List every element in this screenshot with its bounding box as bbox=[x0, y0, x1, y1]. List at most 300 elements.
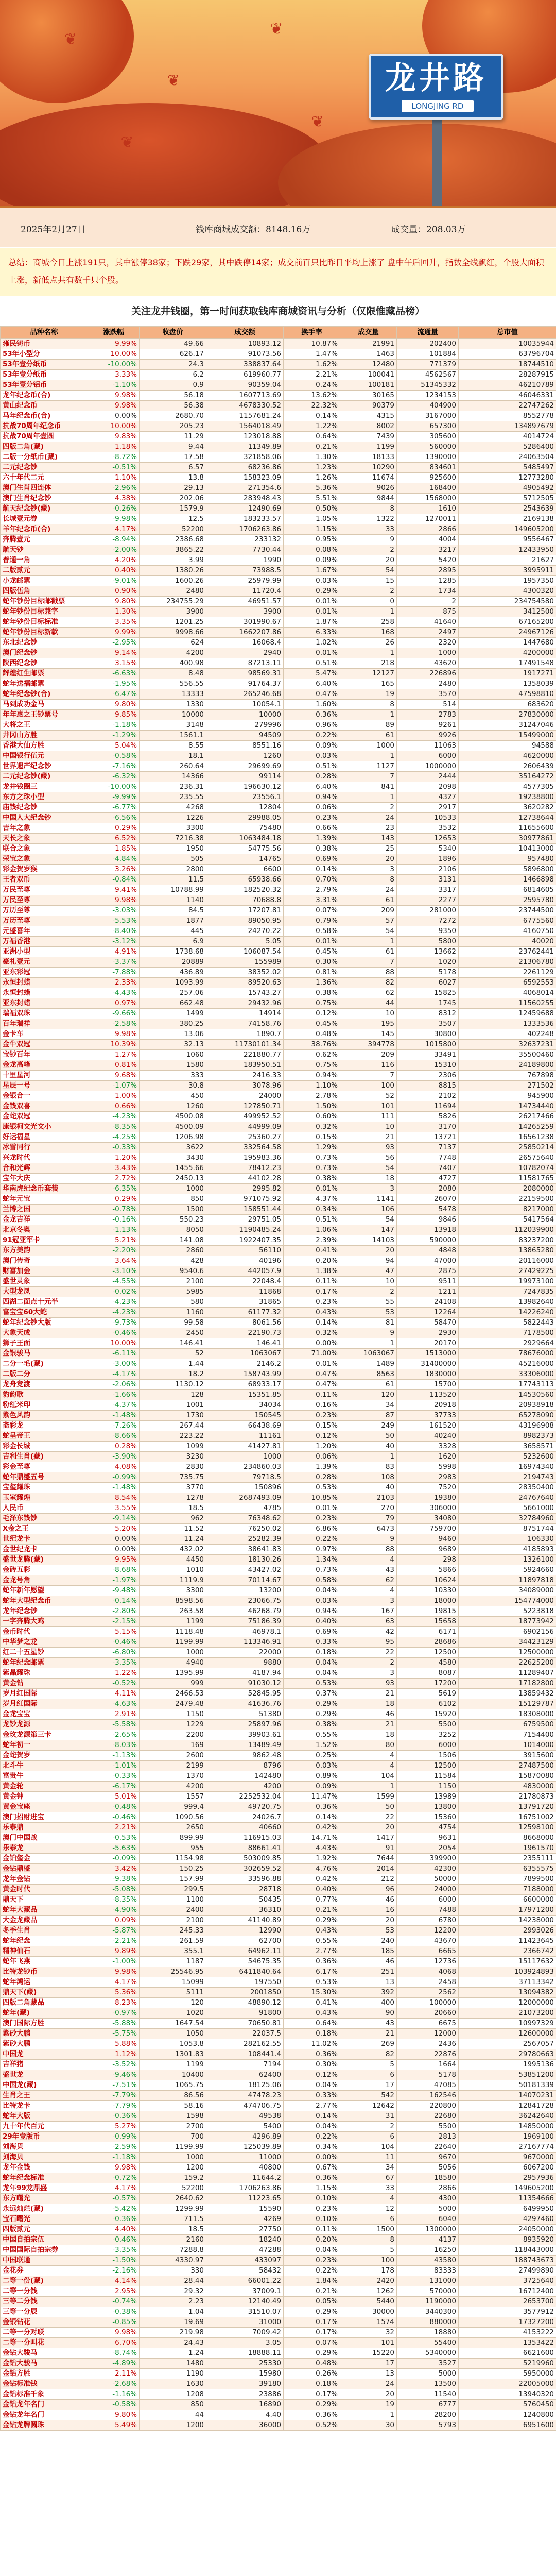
table-cell: 1.52% bbox=[284, 1740, 340, 1751]
table-cell: 1.34% bbox=[284, 1555, 340, 1565]
table-cell: 4562567 bbox=[397, 370, 459, 380]
table-cell: 康银柯文光文小 bbox=[1, 1122, 88, 1132]
table-cell: 38352.02 bbox=[206, 968, 284, 978]
table-cell: 0.10% bbox=[284, 2214, 340, 2225]
table-cell: 162546 bbox=[397, 2091, 459, 2101]
table-cell: 1706263.86 bbox=[206, 2183, 284, 2194]
table-cell: 100041 bbox=[340, 370, 397, 380]
table-cell: 12140.49 bbox=[206, 2297, 284, 2307]
table-cell: 0.00% bbox=[88, 411, 140, 421]
table-cell: -5.58% bbox=[88, 1720, 140, 1730]
table-row bbox=[1, 1390, 556, 1400]
table-cell: 1599 bbox=[340, 1792, 397, 1802]
table-cell: -9.01% bbox=[88, 576, 140, 586]
table-cell: 5440 bbox=[340, 2297, 397, 2307]
table-cell: 19.69 bbox=[140, 2317, 206, 2328]
table-cell: 2416.33 bbox=[206, 1071, 284, 1081]
table-row bbox=[1, 1194, 556, 1205]
table-row bbox=[1, 2420, 556, 2431]
table-cell: 0.00% bbox=[88, 1545, 140, 1555]
table-cell: 31000 bbox=[206, 2317, 284, 2328]
table-cell: -4.25% bbox=[88, 1132, 140, 1143]
table-cell: 华南虎纪念币套装 bbox=[1, 1184, 88, 1194]
table-cell: 6 bbox=[340, 2070, 397, 2080]
table-cell: 12804 bbox=[206, 803, 284, 813]
table-cell: 0.14% bbox=[284, 1318, 340, 1328]
table-cell: 1 bbox=[340, 2410, 397, 2420]
table-cell: 22037.5 bbox=[206, 2029, 284, 2039]
table-cell: 二版二分 bbox=[1, 1369, 88, 1380]
table-cell: 20116000 bbox=[459, 1256, 556, 1266]
table-cell: 15920 bbox=[397, 1709, 459, 1720]
table-cell: 12490.69 bbox=[206, 504, 284, 514]
table-cell: 4200 bbox=[140, 1782, 206, 1792]
table-row bbox=[1, 1060, 556, 1071]
table-cell: 5924660 bbox=[459, 1565, 556, 1575]
table-cell: 8 bbox=[340, 504, 397, 514]
table-cell: 33 bbox=[340, 2183, 397, 2194]
table-cell: 5178 bbox=[397, 968, 459, 978]
table-cell: 15700 bbox=[397, 1380, 459, 1390]
table-cell: 9846 bbox=[397, 1215, 459, 1225]
table-cell: 2995.82 bbox=[206, 1184, 284, 1194]
table-row bbox=[1, 566, 556, 576]
table-cell: 1 bbox=[340, 792, 397, 803]
table-row bbox=[1, 792, 556, 803]
table-cell: 四版伍角 bbox=[1, 586, 88, 597]
table-cell: 宝石曙光 bbox=[1, 2214, 88, 2225]
table-cell: 9689 bbox=[397, 1545, 459, 1555]
table-cell: 金币时代 bbox=[1, 1627, 88, 1637]
table-cell: 岁月红国际 bbox=[1, 1689, 88, 1699]
table-cell: 18.5 bbox=[140, 2225, 206, 2235]
table-row bbox=[1, 782, 556, 792]
table-cell: 168400 bbox=[397, 483, 459, 494]
table-cell: 249 bbox=[340, 1421, 397, 1431]
table-cell: 94 bbox=[340, 1256, 397, 1266]
table-cell: 紫砂大鹏 bbox=[1, 2039, 88, 2049]
table-cell: 11897818 bbox=[459, 1575, 556, 1586]
table-cell: 4754 bbox=[397, 1823, 459, 1833]
table-cell: 26575640 bbox=[459, 1153, 556, 1163]
table-cell: 2480 bbox=[140, 586, 206, 597]
table-cell: 1706263.86 bbox=[206, 524, 284, 535]
table-cell: 0.96% bbox=[284, 720, 340, 731]
table-cell: 6.17% bbox=[284, 1967, 340, 1977]
table-cell: -2.58% bbox=[88, 1019, 140, 1029]
table-cell: 6.86% bbox=[284, 1524, 340, 1534]
table-cell: 13333 bbox=[140, 689, 206, 700]
table-cell: 蛇年钞份目标兼字 bbox=[1, 607, 88, 617]
table-cell: 125039.89 bbox=[206, 2142, 284, 2153]
table-cell: 18 bbox=[340, 1730, 397, 1740]
table-cell: -8.35% bbox=[88, 1895, 140, 1905]
table-cell: 42 bbox=[340, 1627, 397, 1637]
table-cell: 850 bbox=[140, 2400, 206, 2410]
table-cell: 4580 bbox=[397, 1658, 459, 1668]
table-cell: 黄金宝座 bbox=[1, 1802, 88, 1812]
table-cell: 47085 bbox=[397, 2080, 459, 2091]
table-cell: 1380.26 bbox=[140, 566, 206, 576]
table-cell: -9.73% bbox=[88, 1318, 140, 1328]
table-cell: 269 bbox=[340, 2039, 397, 2049]
table-cell: 68933.17 bbox=[206, 1380, 284, 1390]
table-cell: 149605200 bbox=[459, 524, 556, 535]
table-cell: 3770 bbox=[140, 1483, 206, 1493]
table-cell: 冰雪同行 bbox=[1, 1143, 88, 1153]
table-cell: 1 bbox=[340, 1452, 397, 1462]
table-cell: 5 bbox=[340, 2245, 397, 2256]
table-cell: 0.55% bbox=[284, 1730, 340, 1740]
table-cell: 1260 bbox=[206, 751, 284, 761]
table-cell: 西湖二面点十元半 bbox=[1, 1297, 88, 1308]
table-cell: 2.77% bbox=[284, 2101, 340, 2111]
table-cell: -8.66% bbox=[88, 1431, 140, 1442]
table-cell: 0.95% bbox=[284, 535, 340, 545]
table-cell: 6600 bbox=[206, 865, 284, 875]
table-cell: 金砖五彩 bbox=[1, 1565, 88, 1575]
table-cell: 11.52 bbox=[140, 1524, 206, 1534]
table-cell: 9.14% bbox=[88, 648, 140, 658]
table-cell: 1830000 bbox=[397, 1369, 459, 1380]
table-cell: 盛世龙 bbox=[1, 2070, 88, 2080]
table-cell: 蛇年(藏) bbox=[1, 2008, 88, 2019]
table-cell: 2917 bbox=[397, 803, 459, 813]
table-cell: 34080 bbox=[397, 1514, 459, 1524]
table-cell: 394778 bbox=[340, 1040, 397, 1050]
table-cell: 22876 bbox=[397, 2049, 459, 2060]
table-cell: 6.33% bbox=[284, 628, 340, 638]
table-cell: 4014724 bbox=[459, 432, 556, 442]
table-cell: 0.07% bbox=[284, 906, 340, 916]
table-cell: 54 bbox=[340, 566, 397, 576]
table-cell: 15.30% bbox=[284, 1988, 340, 1998]
table-row bbox=[1, 2122, 556, 2132]
maple-leaf-icon: ❦ bbox=[270, 20, 283, 38]
table-cell: 87213.11 bbox=[206, 658, 284, 669]
table-cell: 10400 bbox=[140, 2070, 206, 2080]
table-cell: 2 bbox=[340, 2122, 397, 2132]
table-cell: 二等一分对联 bbox=[1, 2328, 88, 2338]
street-sign-name: 龙井路 bbox=[385, 60, 487, 96]
table-cell: 34423129 bbox=[459, 1637, 556, 1648]
table-cell: 二等一份(藏) bbox=[1, 2276, 88, 2286]
table-cell: 185 bbox=[340, 1946, 397, 1957]
table-cell: 209 bbox=[340, 1050, 397, 1060]
table-cell: 15129787 bbox=[459, 1699, 556, 1709]
table-cell: 1201.25 bbox=[140, 617, 206, 628]
table-cell: 218 bbox=[340, 658, 397, 669]
table-row bbox=[1, 452, 556, 463]
table-cell: 4153222 bbox=[459, 2328, 556, 2338]
table-cell: -9.14% bbox=[88, 1514, 140, 1524]
table-cell: 0.03% bbox=[284, 1596, 340, 1606]
table-cell: 2450 bbox=[140, 1328, 206, 1338]
table-cell: 蛇年纪念钞大版 bbox=[1, 1318, 88, 1328]
table-cell: 4.20% bbox=[88, 555, 140, 566]
table-cell: 21073200 bbox=[459, 2008, 556, 2019]
table-cell: 9998.66 bbox=[140, 628, 206, 638]
table-cell: 957480 bbox=[459, 854, 556, 865]
table-cell: 108441.4 bbox=[206, 2049, 284, 2060]
table-row bbox=[1, 1668, 556, 1679]
table-cell: 445 bbox=[140, 926, 206, 937]
table-cell: 6621600 bbox=[459, 2348, 556, 2359]
table-cell: 3.55% bbox=[88, 1503, 140, 1514]
table-cell: 13662 bbox=[397, 947, 459, 957]
table-cell: 1.60% bbox=[284, 700, 340, 710]
table-cell: 23556.1 bbox=[206, 792, 284, 803]
table-cell: 50181339 bbox=[459, 2080, 556, 2091]
table-cell: 2458 bbox=[397, 1977, 459, 1988]
table-cell: 0.33% bbox=[284, 1637, 340, 1648]
table-cell: 18580 bbox=[397, 2173, 459, 2183]
table-row bbox=[1, 2266, 556, 2276]
table-cell: 46268.79 bbox=[206, 1606, 284, 1617]
table-cell: 150.25 bbox=[140, 1864, 206, 1874]
table-cell: 0.53% bbox=[284, 1483, 340, 1493]
table-cell: 15590 bbox=[206, 2204, 284, 2214]
table-cell: -10.00% bbox=[88, 360, 140, 370]
table-body bbox=[1, 339, 556, 2431]
table-cell: 陕西纪念钞 bbox=[1, 658, 88, 669]
table-cell: 2.78% bbox=[284, 1091, 340, 1101]
table-cell: 29751.05 bbox=[206, 1215, 284, 1225]
table-cell: 5619 bbox=[397, 1689, 459, 1699]
table-row bbox=[1, 2153, 556, 2163]
table-cell: 7407 bbox=[397, 1163, 459, 1174]
table-cell: 12653 bbox=[397, 834, 459, 844]
table-cell: 1390000 bbox=[397, 452, 459, 463]
table-cell: 3328 bbox=[397, 1442, 459, 1452]
table-cell: 1199.99 bbox=[140, 2142, 206, 2153]
table-cell: 34034 bbox=[206, 1400, 284, 1411]
table-cell: 9.98% bbox=[88, 2163, 140, 2173]
table-cell: 8.48 bbox=[140, 669, 206, 679]
table-cell: 875 bbox=[397, 607, 459, 617]
table-cell: -1.18% bbox=[88, 2153, 140, 2163]
table-cell: 蛇年初一 bbox=[1, 1740, 88, 1751]
table-cell: 10 bbox=[340, 1122, 397, 1132]
table-cell: 2.21% bbox=[88, 1823, 140, 1833]
table-cell: 0.04% bbox=[284, 2080, 340, 2091]
table-cell: 1200 bbox=[140, 2420, 206, 2431]
table-row bbox=[1, 2245, 556, 2256]
table-cell: 9880 bbox=[206, 1658, 284, 1668]
table-cell: -0.46% bbox=[88, 1812, 140, 1823]
table-cell: 91764.37 bbox=[206, 679, 284, 689]
table-cell: 1.87% bbox=[284, 617, 340, 628]
table-cell: 8050 bbox=[140, 1225, 206, 1235]
table-cell: 155989 bbox=[206, 957, 284, 968]
table-cell: 0.01% bbox=[284, 937, 340, 947]
table-cell: 221880.77 bbox=[206, 1050, 284, 1060]
table-cell: 4.40 bbox=[206, 2410, 284, 2420]
table-cell: 474706.75 bbox=[206, 2101, 284, 2111]
table-cell: 1.04 bbox=[140, 2307, 206, 2317]
table-cell: 2480 bbox=[397, 679, 459, 689]
table-row bbox=[1, 586, 556, 597]
table-cell: 78412.23 bbox=[206, 1163, 284, 1174]
table-row bbox=[1, 1205, 556, 1215]
table-cell: 5.51% bbox=[284, 494, 340, 504]
table-cell: 1500 bbox=[340, 2225, 397, 2235]
table-cell: 624 bbox=[140, 638, 206, 648]
table-cell: 321858.06 bbox=[206, 452, 284, 463]
table-cell: 0.17% bbox=[284, 2328, 340, 2338]
table-cell: 0.32% bbox=[284, 1328, 340, 1338]
table-row bbox=[1, 1524, 556, 1534]
table-cell: 9.80% bbox=[88, 2410, 140, 2420]
table-cell: -2.16% bbox=[88, 2266, 140, 2276]
table-cell: 0.22% bbox=[284, 2266, 340, 2276]
maple-leaf-icon: ❦ bbox=[311, 113, 324, 131]
table-cell: 0.29% bbox=[88, 1194, 140, 1205]
table-cell: 1580 bbox=[140, 1060, 206, 1071]
table-cell: 1600.26 bbox=[140, 576, 206, 586]
table-cell: 8 bbox=[340, 2235, 397, 2245]
table-cell: 91 bbox=[340, 1843, 397, 1854]
table-cell: 63796704 bbox=[459, 349, 556, 360]
table-cell: 1063067 bbox=[206, 1349, 284, 1359]
table-cell: 金世纪龙卡 bbox=[1, 1545, 88, 1555]
table-row bbox=[1, 1926, 556, 1936]
table-cell: 亚东彩冠 bbox=[1, 968, 88, 978]
table-cell: 6.2 bbox=[140, 370, 206, 380]
table-row bbox=[1, 2111, 556, 2122]
table-cell: 0.18% bbox=[284, 2029, 340, 2039]
table-cell: 21991 bbox=[340, 339, 397, 349]
table-cell: 100000 bbox=[397, 1998, 459, 2008]
table-cell: 1.85% bbox=[88, 844, 140, 854]
table-cell: 143 bbox=[340, 834, 397, 844]
table-cell: 大型龙凤 bbox=[1, 1287, 88, 1297]
table-cell: 2420 bbox=[340, 2276, 397, 2286]
table-cell: 71.00% bbox=[284, 1349, 340, 1359]
table-cell: 53年壹分铝币 bbox=[1, 380, 88, 391]
table-cell: 21 bbox=[340, 1720, 397, 1730]
table-cell: 999.4 bbox=[140, 1802, 206, 1812]
table-cell: 267.44 bbox=[140, 1421, 206, 1431]
table-cell: 龙钞龙源 bbox=[1, 1720, 88, 1730]
table-cell: 47478.23 bbox=[206, 2091, 284, 2101]
table-cell: 15980 bbox=[206, 2369, 284, 2379]
table-cell: 5.05 bbox=[206, 937, 284, 947]
table-cell: 13.8 bbox=[140, 473, 206, 483]
table-cell: 0.11% bbox=[284, 1277, 340, 1287]
table-cell: 38.76% bbox=[284, 1040, 340, 1050]
table-cell: 7644 bbox=[340, 1854, 397, 1864]
table-cell: -3.52% bbox=[88, 2060, 140, 2070]
table-cell: 蛇年大型纪念币 bbox=[1, 1596, 88, 1606]
table-cell: 1.02% bbox=[284, 638, 340, 648]
table-cell: 1647.54 bbox=[140, 2019, 206, 2029]
table-cell: 12500 bbox=[397, 1761, 459, 1771]
table-cell: 657300 bbox=[397, 421, 459, 432]
table-cell: 生肖之王 bbox=[1, 2091, 88, 2101]
table-cell: 1 bbox=[340, 1338, 397, 1349]
table-row bbox=[1, 1514, 556, 1524]
table-cell: 233132 bbox=[206, 535, 284, 545]
table-row bbox=[1, 494, 556, 504]
table-row bbox=[1, 1885, 556, 1895]
table-cell: 1000 bbox=[140, 2153, 206, 2163]
table-cell: 1513000 bbox=[397, 1349, 459, 1359]
table-cell: -6.80% bbox=[88, 1648, 140, 1658]
table-cell: 9350 bbox=[397, 926, 459, 937]
table-cell: 7272 bbox=[397, 916, 459, 926]
table-cell: 1160 bbox=[140, 1308, 206, 1318]
table-cell: 1285 bbox=[397, 576, 459, 586]
table-row bbox=[1, 2183, 556, 2194]
table-header-row bbox=[1, 327, 556, 339]
table-cell: -0.16% bbox=[88, 1215, 140, 1225]
table-cell: -5.63% bbox=[88, 1843, 140, 1854]
table-cell: 27830000 bbox=[459, 710, 556, 720]
table-cell: 400 bbox=[340, 1998, 397, 2008]
table-cell: 56.18 bbox=[140, 391, 206, 401]
table-cell: 13721 bbox=[397, 1132, 459, 1143]
table-cell: 20 bbox=[340, 1916, 397, 1926]
table-cell: 0.00% bbox=[88, 1534, 140, 1545]
table-cell: 158323.09 bbox=[206, 473, 284, 483]
table-cell: 3078.96 bbox=[206, 1081, 284, 1091]
table-cell: 金银钻花 bbox=[1, 2317, 88, 2328]
table-cell: 元盛喜年 bbox=[1, 926, 88, 937]
table-cell: 12264 bbox=[397, 1308, 459, 1318]
table-cell: 1118.48 bbox=[140, 1627, 206, 1637]
table-cell: -7.51% bbox=[88, 2080, 140, 2091]
table-cell: 42300 bbox=[397, 1864, 459, 1874]
table-cell: 43580 bbox=[397, 2256, 459, 2266]
table-row bbox=[1, 1277, 556, 1287]
table-cell: 33491 bbox=[397, 1050, 459, 1060]
table-cell: -1.13% bbox=[88, 1751, 140, 1761]
table-row bbox=[1, 483, 556, 494]
table-cell: 44999.09 bbox=[206, 1122, 284, 1132]
table-cell: 4268 bbox=[140, 803, 206, 813]
table-row bbox=[1, 978, 556, 988]
table-cell: 1499 bbox=[140, 1009, 206, 1019]
table-cell: 龙年纪念钞 bbox=[1, 1606, 88, 1617]
table-cell: 永恒封蜡 bbox=[1, 978, 88, 988]
table-cell: 豹韵歌 bbox=[1, 1390, 88, 1400]
table-cell: -1.13% bbox=[88, 1225, 140, 1235]
table-cell: 1190485.24 bbox=[206, 1225, 284, 1235]
table-cell: 1199.99 bbox=[140, 1637, 206, 1648]
table-cell: 40020 bbox=[459, 937, 556, 947]
table-row bbox=[1, 1452, 556, 1462]
table-row bbox=[1, 2328, 556, 2338]
table-cell: 羊年纪念币(合) bbox=[1, 524, 88, 535]
table-cell: 759700 bbox=[397, 1524, 459, 1534]
table-cell: -2.59% bbox=[88, 2142, 140, 2153]
table-cell: 771379 bbox=[397, 360, 459, 370]
table-cell: 0.23% bbox=[284, 813, 340, 823]
table-cell: 62 bbox=[340, 1575, 397, 1586]
table-row bbox=[1, 442, 556, 452]
table-cell: 12200 bbox=[397, 1926, 459, 1936]
table-cell: 142480 bbox=[206, 1771, 284, 1782]
table-row bbox=[1, 2194, 556, 2204]
table-cell: 106330 bbox=[459, 1534, 556, 1545]
table-row bbox=[1, 751, 556, 761]
table-cell: 16751002 bbox=[459, 1812, 556, 1823]
table-cell: -0.58% bbox=[88, 751, 140, 761]
table-row bbox=[1, 1874, 556, 1885]
table-cell: -0.26% bbox=[88, 504, 140, 514]
table-cell: 6951600 bbox=[459, 2420, 556, 2431]
